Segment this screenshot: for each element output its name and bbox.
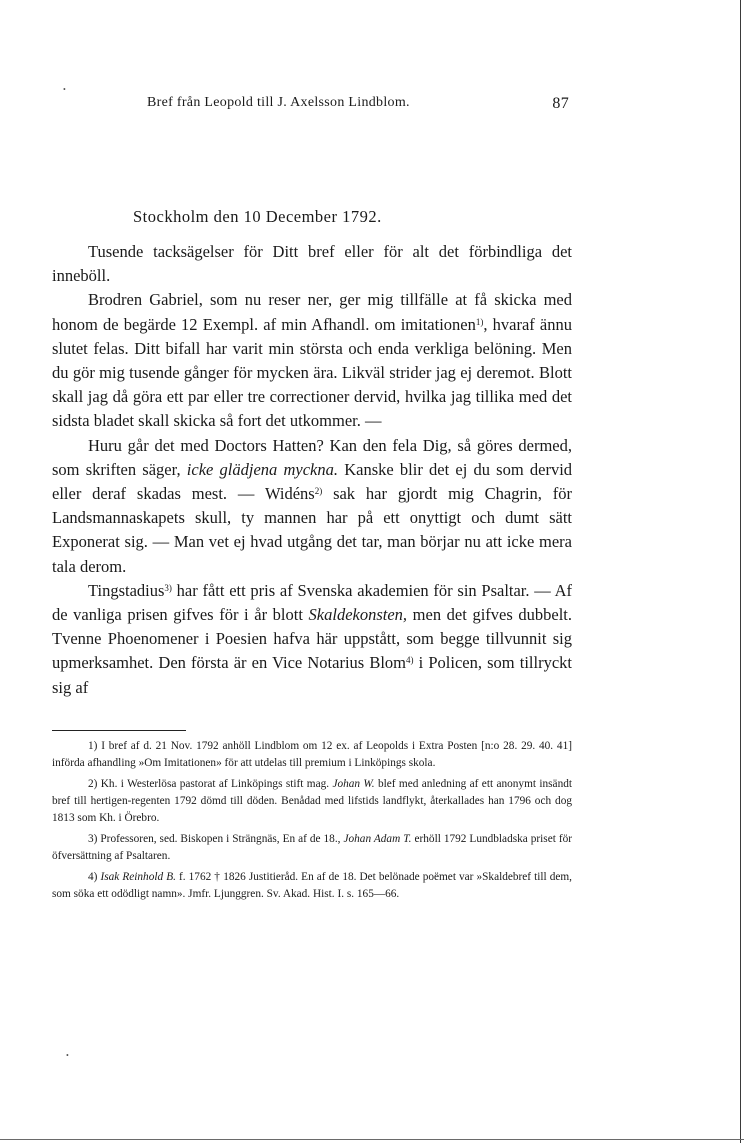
- paragraph-text: Kanske blir det ej du som dervid eller deraf skadas mest. — Widéns: [52, 459, 573, 504]
- paragraph-text: , hvaraf ännu slutet felas. Ditt bifall har varit min största och enda verkliga belöning. Men du gör mig tusende gånger för mycken ära. Likväl strider jag ej deremot. Blott skall jag då göra ett par eller tre correctioner dervid, hvilka jag tillika med det sidsta bladet skall skicka så fort det utkommer. —: [52, 314, 572, 431]
- footnotes: [52, 738, 572, 907]
- footnote: [52, 738, 572, 772]
- letter-dateline: Stockholm den 10 December 1792.: [133, 207, 382, 226]
- scan-speck: •: [66, 1051, 69, 1060]
- paragraph: [52, 288, 572, 433]
- footnote-ref: 2): [314, 486, 323, 497]
- footnote-text: erhöll 1792 Lundbladska priset för öfversättning af Psaltaren.: [52, 833, 573, 862]
- page-number: 87: [552, 95, 569, 112]
- page-edge-right: [740, 0, 741, 1143]
- footnote-rule: [52, 730, 186, 731]
- paragraph-text: har fått ett pris af Svenska akademien för sin Psaltar. — Af de vanliga prisen gifves för i år blott: [52, 580, 572, 625]
- paragraph: [52, 240, 572, 288]
- paragraph-text: Huru går det med Doctors Hatten? Kan den fela Dig, så göres dermed, som skriften säger,: [52, 435, 572, 479]
- footnote: [52, 776, 572, 827]
- italic-quote: icke glädjena mycknа.: [186, 459, 339, 479]
- running-title: Bref från Leopold till J. Axelsson Lindblom.: [147, 95, 410, 110]
- paragraph-text: sak har gjordt mig Chagrin, för Landsmannaskapets skull, ty mannen har på ett onyttigt och dumt sätt Exponerat sig. — Man vet ej hvad utgång det tar, man börjar nu att icke mera tala derom.: [52, 484, 573, 576]
- paragraph-text: men det gifves dubbelt. Tvenne Phoenomener i Poesien hafva här uppstått, som begge tillvunnit sig upmerksamhet. Den första är en Vice Notarius Blom: [52, 605, 572, 673]
- footnote: [52, 831, 572, 865]
- paragraph-text: Tingstadius: [88, 580, 165, 600]
- letter-body: [52, 240, 572, 700]
- paragraph-text: i Policen, som tillryckt sig af: [52, 653, 573, 697]
- footnote-text: 1) I bref af d. 21 Nov. 1792 anhöll Lindblom om 12 ex. af Leopolds i Extra Posten [n:o 28. 29. 40. 41] införda afhandling »Om Imitationen» för att utdelas till premium i Linköpings skola.: [52, 740, 572, 769]
- footnote-italic: Johan W.: [332, 778, 375, 790]
- footnote: [52, 869, 572, 903]
- paragraph-text: Brodren Gabriel, som nu reser ner, ger mig tillfälle at få skicka med honom de begärde 12 Exempl. af min Afhandl. om imitationen: [52, 290, 572, 334]
- footnote-text: 3) Professoren, sed. Biskopen i Strängnäs, En af de 18.,: [88, 833, 341, 845]
- footnote-ref: 3): [164, 582, 172, 593]
- footnote-italic: Johan Adam T.: [343, 833, 412, 845]
- footnote-text: 4): [88, 871, 98, 883]
- paragraph-text: Tusende tacksägelser för Ditt bref eller för alt det förbindliga det inneböll.: [52, 242, 572, 286]
- footnote-text: blef med anledning af ett anonymt insändt bref till hertigen-regenten 1792 dömd till döden. Benådad med lifstids landflykt, återkallades han 1796 och dog 1813 som Kh. i Örebro.: [52, 778, 573, 824]
- scan-speck: •: [63, 85, 66, 94]
- paragraph: [52, 579, 572, 700]
- footnote-ref: 1): [475, 316, 484, 327]
- footnote-text: f. 1762 † 1826 Justitieråd. En af de 18. Det belönade poëmet var »Skaldebref till dem, som söka ett odödligt namn». Jmfr. Ljunggren. Sv. Akad. Hist. I. s. 165—66.: [52, 871, 573, 900]
- footnote-ref: 4): [406, 655, 414, 666]
- footnote-text: 2) Kh. i Westerlösa pastorat af Linköpings stift mag.: [88, 778, 330, 790]
- paragraph: [52, 434, 572, 579]
- italic-title: Skaldekonsten,: [308, 605, 408, 625]
- footnote-italic: Isak Reinhold B.: [100, 871, 176, 883]
- page-edge-bottom: [0, 1139, 744, 1140]
